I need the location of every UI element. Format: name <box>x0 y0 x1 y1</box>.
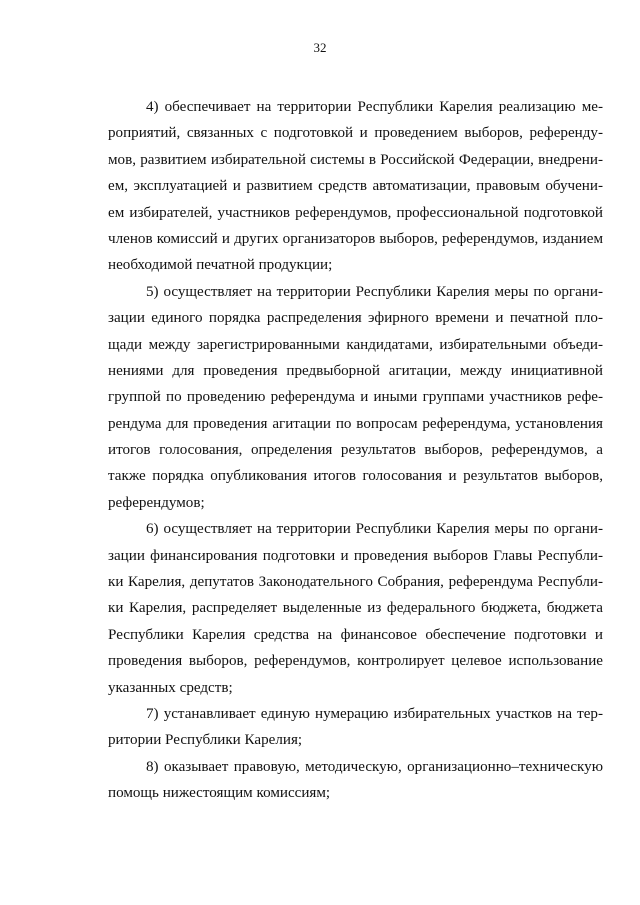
text-line: 6) осуществляет на территории Республики Карелия меры по органи- <box>146 521 603 538</box>
text-line: помощь нижестоящим комиссиям; <box>108 785 331 802</box>
paragraph-item-7 <box>108 701 603 754</box>
text-line: мов, развитием избирательной системы в Российской Федерации, внедрени- <box>108 151 603 168</box>
text-line: необходимой печатной продукции; <box>108 257 333 274</box>
paragraph-item-5 <box>108 279 603 517</box>
document-body <box>108 94 603 807</box>
text-line: также порядка опубликования итогов голосования и результатов выборов, <box>108 468 603 485</box>
text-line: нениями для проведения предвыборной агитации, между инициативной <box>108 362 603 379</box>
text-line: роприятий, связанных с подготовкой и проведением выборов, референду- <box>108 125 603 142</box>
text-line: членов комиссий и других организаторов выборов, референдумов, изданием <box>108 230 603 247</box>
text-line: референдумов; <box>108 494 205 511</box>
paragraph-item-8 <box>108 754 603 807</box>
text-line: ритории Республики Карелия; <box>108 732 303 749</box>
text-line: рендума для проведения агитации по вопросам референдума, установления <box>108 415 603 432</box>
text-line: группой по проведению референдума и иными группами участников рефе- <box>108 389 603 406</box>
text-line: ки Карелия, депутатов Законодательного Собрания, референдума Республи- <box>108 574 603 591</box>
text-line: ем избирателей, участников референдумов, профессиональной подготовкой <box>108 204 603 221</box>
paragraph-item-4 <box>108 94 603 279</box>
text-line: 7) устанавливает единую нумерацию избирательных участков на тер- <box>146 705 603 722</box>
text-line: 8) оказывает правовую, методическую, организационно–техническую <box>146 758 603 775</box>
text-line: итогов голосования, определения результатов выборов, референдумов, а <box>108 442 603 459</box>
text-line: зации единого порядка распределения эфирного времени и печатной пло- <box>108 310 603 327</box>
paragraph-item-6 <box>108 516 603 701</box>
text-line: 5) осуществляет на территории Республики Карелия меры по органи- <box>146 283 603 300</box>
text-line: зации финансирования подготовки и проведения выборов Главы Республи- <box>108 547 603 564</box>
text-line: Республики Карелия средства на финансовое обеспечение подготовки и <box>108 626 603 643</box>
text-line: 4) обеспечивает на территории Республики Карелия реализацию ме- <box>146 99 603 115</box>
page-number: 32 <box>313 40 327 55</box>
text-line: ки Карелия, распределяет выделенные из федерального бюджета, бюджета <box>108 600 603 617</box>
text-line: проведения выборов, референдумов, контролирует целевое использование <box>108 653 603 670</box>
text-line: указанных средств; <box>108 679 233 696</box>
text-line: ем, эксплуатацией и развитием средств автоматизации, правовым обучени- <box>108 178 603 195</box>
text-line: щади между зарегистрированными кандидатами, избирательными объеди- <box>108 336 603 353</box>
